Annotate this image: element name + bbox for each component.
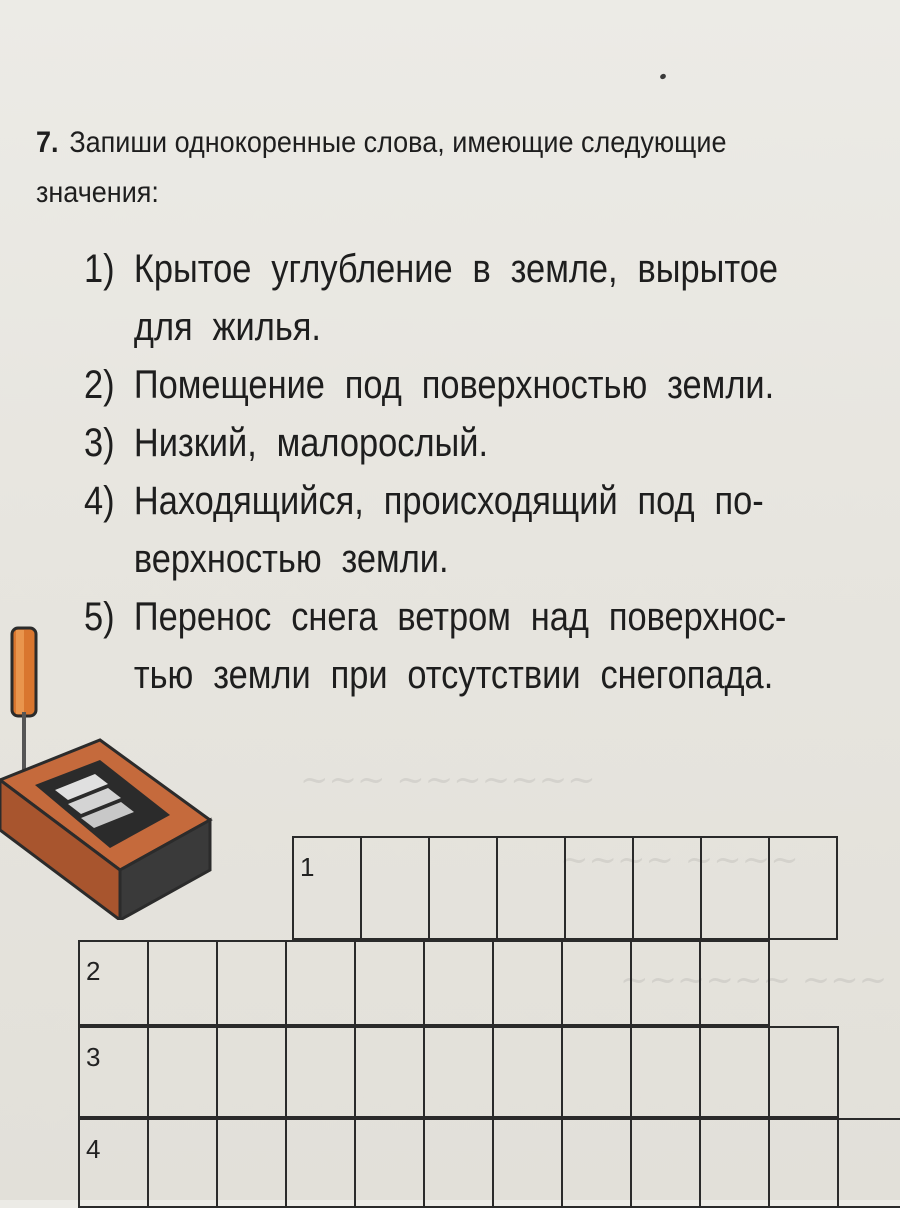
crossword-cell[interactable] — [492, 940, 563, 1026]
definition-item — [84, 472, 858, 588]
task-instruction-line2: значения: — [36, 176, 159, 209]
crossword-cell[interactable] — [354, 1026, 425, 1118]
crossword-cell[interactable] — [768, 1026, 839, 1118]
item-number: 4) — [84, 479, 115, 523]
definition-item — [84, 356, 858, 414]
crossword-cell[interactable] — [768, 836, 838, 940]
crossword-row-number: 3 — [86, 1042, 101, 1072]
crossword-cell[interactable] — [423, 1026, 494, 1118]
crossword-cell[interactable] — [216, 1118, 287, 1208]
item-text: Крытое углубление в земле, вырытое — [133, 247, 778, 291]
crossword-cell[interactable] — [423, 1118, 494, 1208]
crossword-row-number: 2 — [86, 956, 101, 986]
crossword-cell[interactable] — [360, 836, 430, 940]
crossword-row-number: 4 — [86, 1134, 101, 1164]
item-text: тью земли при отсутствии снегопада. — [133, 653, 774, 697]
crossword-cell[interactable] — [285, 1118, 356, 1208]
crossword-cell[interactable] — [492, 1118, 563, 1208]
task-instruction-line1: Запиши однокоренные слова, имеющие следующие — [69, 126, 727, 159]
crossword-cell[interactable] — [78, 940, 149, 1026]
crossword-cell[interactable] — [354, 940, 425, 1026]
crossword-cell[interactable] — [216, 940, 287, 1026]
item-text: Перенос снега ветром над поверхнос- — [133, 595, 787, 639]
crossword-cell[interactable] — [428, 836, 498, 940]
item-text: для жилья. — [133, 305, 321, 349]
crossword-cell[interactable] — [78, 1026, 149, 1118]
crossword-cell[interactable] — [630, 940, 701, 1026]
item-text: Находящийся, происходящий под по- — [133, 479, 764, 523]
crossword-cell[interactable] — [561, 1118, 632, 1208]
task-number: 7. — [36, 126, 59, 159]
definition-item — [84, 414, 858, 472]
ink-speck — [659, 73, 667, 80]
crossword-cell[interactable] — [147, 940, 218, 1026]
crossword-cell[interactable] — [496, 836, 566, 940]
item-text: верхностью земли. — [133, 537, 449, 581]
crossword-cell[interactable] — [285, 940, 356, 1026]
crossword-cell[interactable] — [292, 836, 362, 940]
bleed-through: ~~~ ~~~~~~~ — [300, 760, 596, 800]
crossword-cell[interactable] — [700, 836, 770, 940]
item-number: 5) — [84, 595, 115, 639]
crossword-cell[interactable] — [216, 1026, 287, 1118]
crossword-cell[interactable] — [147, 1118, 218, 1208]
crossword-cell[interactable] — [561, 940, 632, 1026]
crossword-cell[interactable] — [630, 1026, 701, 1118]
crossword-cell[interactable] — [561, 1026, 632, 1118]
crossword-cell[interactable] — [699, 1118, 770, 1208]
bleed-through: ~~~~ ~~~~ — [560, 840, 799, 880]
crossword-cell[interactable] — [423, 940, 494, 1026]
crossword-cell[interactable] — [768, 1118, 839, 1208]
crossword-cell[interactable] — [285, 1026, 356, 1118]
crossword-cell[interactable] — [837, 1118, 900, 1208]
dugout-model-with-drill-icon — [0, 620, 240, 920]
item-number: 3) — [84, 421, 115, 465]
crossword-cell[interactable] — [147, 1026, 218, 1118]
bleed-through: ~~~~~~ ~~~ — [620, 960, 888, 1000]
crossword-row-number: 1 — [300, 852, 315, 882]
crossword-cell[interactable] — [78, 1118, 149, 1208]
item-number: 2) — [84, 363, 115, 407]
crossword-cell[interactable] — [699, 940, 770, 1026]
item-text: Низкий, малорослый. — [133, 421, 489, 465]
crossword-cell[interactable] — [564, 836, 634, 940]
crossword-cell[interactable] — [492, 1026, 563, 1118]
task-header — [36, 118, 801, 218]
crossword-cell[interactable] — [632, 836, 702, 940]
crossword-cell[interactable] — [699, 1026, 770, 1118]
crossword-cell[interactable] — [630, 1118, 701, 1208]
item-text: Помещение под поверхностью земли. — [133, 363, 775, 407]
definition-item — [84, 240, 858, 356]
item-number: 1) — [84, 247, 115, 291]
crossword-cell[interactable] — [354, 1118, 425, 1208]
